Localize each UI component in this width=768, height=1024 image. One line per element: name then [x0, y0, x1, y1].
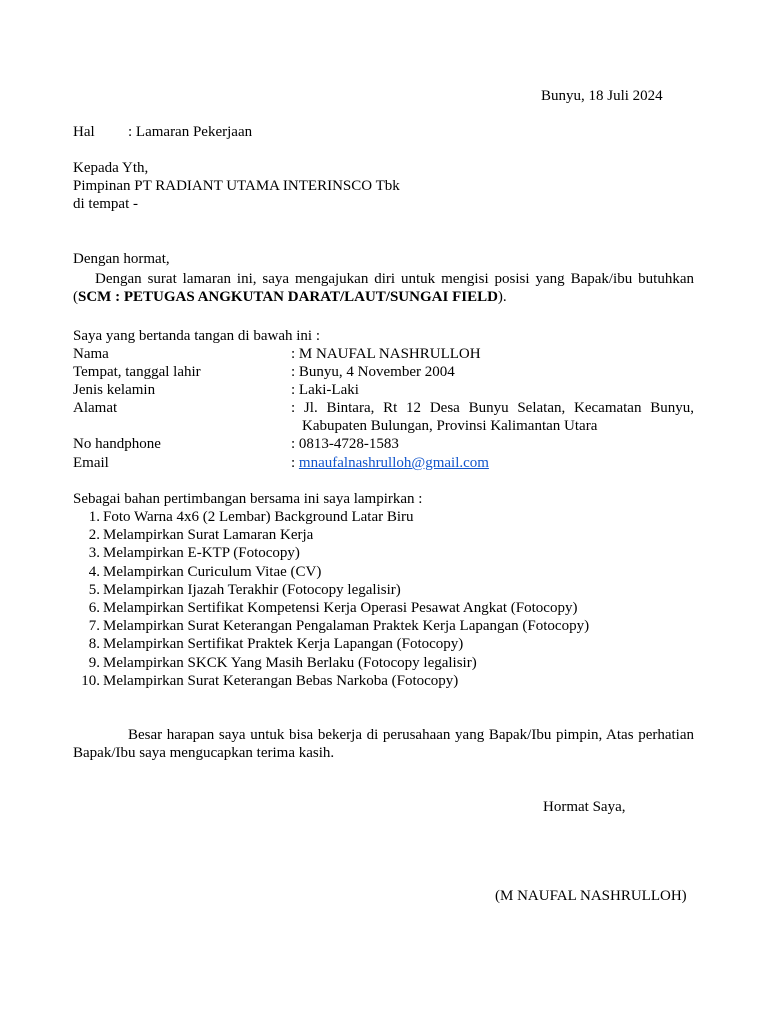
closing-paragraph: Besar harapan saya untuk bisa bekerja di perusahaan yang Bapak/Ibu pimpin, Atas perhatian Bapak/Ibu saya mengucapkan terima kasih. — [73, 727, 694, 761]
recipient-line-3: di tempat - — [73, 196, 138, 212]
list-item-number: 8. — [88, 636, 100, 653]
list-item-number: 6. — [88, 600, 100, 616]
list-item-text: Melampirkan Sertifikat Praktek Kerja Lapangan (Fotocopy) — [103, 636, 464, 653]
list-item — [73, 544, 300, 562]
list-item — [73, 599, 577, 617]
list-item — [73, 508, 414, 526]
email-field — [291, 454, 489, 472]
address-value-line-2: Kabupaten Bulungan, Provinsi Kalimantan Utara — [302, 418, 598, 434]
list-item-text: Melampirkan Surat Keterangan Bebas Narkoba (Fotocopy) — [103, 672, 459, 689]
name-label: Nama — [73, 346, 109, 362]
attachments-intro: Sebagai bahan pertimbangan bersama ini saya lampirkan : — [73, 491, 423, 507]
list-item — [73, 617, 589, 635]
list-item-number: 4. — [88, 563, 100, 580]
recipient-line-1: Kepada Yth, — [73, 160, 149, 176]
gender-label: Jenis kelamin — [73, 382, 156, 398]
email-prefix: : — [291, 455, 299, 471]
signoff: Hormat Saya, — [543, 799, 626, 815]
list-item — [73, 672, 458, 690]
list-item-number: 2. — [88, 527, 100, 544]
list-item-text: Melampirkan Surat Lamaran Kerja — [103, 527, 314, 544]
opening-close: ). — [497, 289, 507, 305]
birth-label: Tempat, tanggal lahir — [73, 364, 201, 380]
subject-value: : Lamaran Pekerjaan — [128, 124, 253, 140]
list-item — [73, 635, 463, 653]
list-item-text: Melampirkan E-KTP (Fotocopy) — [103, 545, 300, 562]
list-item-number: 1. — [88, 509, 100, 525]
identity-intro: Saya yang bertanda tangan di bawah ini : — [73, 328, 321, 344]
birth-value: : Bunyu, 4 November 2004 — [291, 364, 455, 380]
list-item — [73, 526, 313, 544]
opening-paragraph — [73, 270, 694, 306]
list-item — [73, 581, 401, 599]
phone-label: No handphone — [73, 436, 161, 452]
list-item-text: Foto Warna 4x6 (2 Lembar) Background Latar Biru — [103, 509, 414, 525]
phone-value: : 0813-4728-1583 — [291, 436, 399, 452]
list-item — [73, 563, 321, 581]
letter-date: Bunyu, 18 Juli 2024 — [541, 88, 663, 104]
position-title: SCM : PETUGAS ANGKUTAN DARAT/LAUT/SUNGAI FIELD — [78, 289, 498, 305]
address-label: Alamat — [73, 400, 118, 416]
name-value: : M NAUFAL NASHRULLOH — [291, 346, 481, 362]
list-item-text: Melampirkan SKCK Yang Masih Berlaku (Fotocopy legalisir) — [103, 654, 477, 671]
signature-name: (M NAUFAL NASHRULLOH) — [495, 888, 687, 904]
list-item-text: Melampirkan Curiculum Vitae (CV) — [103, 563, 322, 580]
list-item-text: Melampirkan Surat Keterangan Pengalaman Praktek Kerja Lapangan (Fotocopy) — [103, 618, 590, 635]
greeting: Dengan hormat, — [73, 251, 170, 267]
list-item — [73, 654, 477, 672]
opening-text: Dengan surat lamaran ini, saya mengajukan diri untuk mengisi posisi yang Bapak/ibu butuhkan ( — [73, 271, 694, 305]
gender-value: : Laki-Laki — [291, 382, 359, 398]
recipient-line-2: Pimpinan PT RADIANT UTAMA INTERINSCO Tbk — [73, 178, 400, 194]
list-item-number: 9. — [88, 654, 100, 671]
address-value-line-1: : Jl. Bintara, Rt 12 Desa Bunyu Selatan, Kecamatan Bunyu, — [291, 400, 694, 416]
list-item-number: 7. — [88, 618, 100, 635]
list-item-text: Melampirkan Sertifikat Kompetensi Kerja Operasi Pesawat Angkat (Fotocopy) — [103, 600, 578, 616]
list-item-text: Melampirkan Ijazah Terakhir (Fotocopy legalisir) — [103, 581, 401, 598]
list-item-number: 3. — [88, 545, 100, 562]
list-item-number: 10. — [81, 672, 100, 689]
email-link[interactable]: mnaufalnashrulloh@gmail.com — [298, 455, 489, 471]
email-label: Email — [73, 455, 109, 471]
list-item-number: 5. — [88, 581, 100, 598]
subject-label: Hal — [73, 124, 95, 140]
